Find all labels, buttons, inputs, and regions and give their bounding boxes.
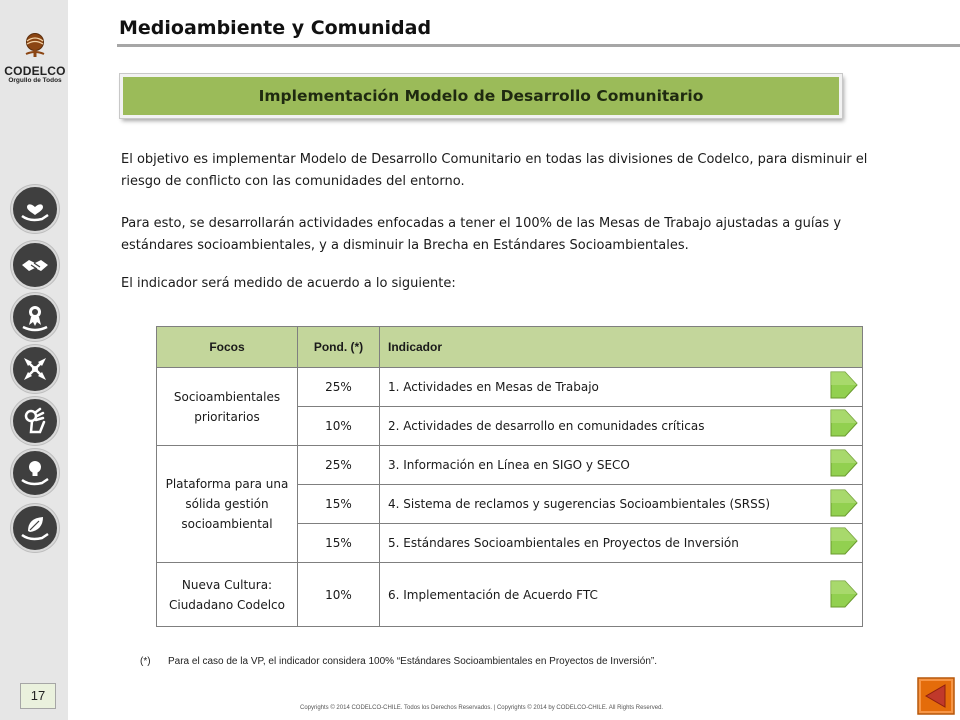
arrow-right-icon xyxy=(829,579,859,609)
go-to-indicator-2-button[interactable] xyxy=(829,408,859,438)
sidebar xyxy=(0,0,68,720)
arrow-left-icon xyxy=(917,677,955,715)
indicador-cell: 2. Actividades de desarrollo en comunidades críticas xyxy=(380,407,863,446)
cross-arrows-icon xyxy=(11,345,59,393)
go-to-indicator-3-button[interactable] xyxy=(829,448,859,478)
footnote-mark: (*) xyxy=(140,656,151,667)
arrow-right-icon xyxy=(829,408,859,438)
heart-hand-icon xyxy=(11,185,59,233)
footnote xyxy=(140,656,657,667)
header-indicador: Indicador xyxy=(380,327,863,368)
objective-paragraph: El objetivo es implementar Modelo de Desarrollo Comunitario en todas las divisiones de Codelco, para disminuir el riesgo de conflicto con las comunidades del entorno. xyxy=(121,152,868,189)
go-to-indicator-6-button[interactable] xyxy=(829,579,859,609)
header-pond: Pond. (*) xyxy=(298,327,380,368)
table-row xyxy=(157,446,863,485)
section-banner xyxy=(120,74,842,118)
pond-cell: 25% xyxy=(298,446,380,485)
arrow-right-icon xyxy=(829,448,859,478)
arrow-right-icon xyxy=(829,370,859,400)
indicador-cell: 3. Información en Línea en SIGO y SECO xyxy=(380,446,863,485)
pond-cell: 15% xyxy=(298,485,380,524)
banner-text: Implementación Modelo de Desarrollo Comunitario xyxy=(258,87,704,105)
award-person-icon xyxy=(11,293,59,341)
logo-tagline: Orgullo de Todos xyxy=(8,77,62,84)
indicador-cell: 5. Estándares Socioambientales en Proyectos de Inversión xyxy=(380,524,863,563)
activities-paragraph: Para esto, se desarrollarán actividades enfocadas a tener el 100% de las Mesas de Trabajo ajustadas a guías y estándares socioambientales, y a disminuir la Brecha en Estándares Socioambientales. xyxy=(121,216,842,253)
table-row xyxy=(157,368,863,407)
foco-cell: Plataforma para una sólida gestión socioambiental xyxy=(157,446,298,563)
pond-cell: 25% xyxy=(298,368,380,407)
lightbulb-hand-icon xyxy=(11,449,59,497)
codelco-logo xyxy=(4,32,66,85)
copyright-text: Copyrights © 2014 CODELCO-CHILE. Todos los Derechos Reservados. | Copyrights © 2014 by CODELCO-CHILE. All Rights Reserved. xyxy=(300,705,664,711)
go-to-indicator-5-button[interactable] xyxy=(829,526,859,556)
indicator-intro-paragraph: El indicador será medido de acuerdo a lo siguiente: xyxy=(121,276,456,291)
pond-cell: 10% xyxy=(298,407,380,446)
go-to-indicator-1-button[interactable] xyxy=(829,370,859,400)
logo-name: CODELCO xyxy=(4,64,66,78)
indicator-table xyxy=(156,326,863,627)
leaf-hand-icon xyxy=(11,504,59,552)
table-header-row xyxy=(157,327,863,368)
foco-cell: Socioambientales prioritarios xyxy=(157,368,298,446)
pond-cell: 15% xyxy=(298,524,380,563)
arrow-right-icon xyxy=(829,488,859,518)
table-row xyxy=(157,563,863,627)
pond-cell: 10% xyxy=(298,563,380,627)
title-divider xyxy=(117,44,960,47)
arrow-right-icon xyxy=(829,526,859,556)
handshake-icon xyxy=(11,241,59,289)
indicador-cell: 6. Implementación de Acuerdo FTC xyxy=(380,563,863,627)
back-button[interactable] xyxy=(917,677,955,715)
page-number: 17 xyxy=(20,683,56,709)
ok-hand-icon xyxy=(11,397,59,445)
indicador-cell: 1. Actividades en Mesas de Trabajo xyxy=(380,368,863,407)
indicador-cell: 4. Sistema de reclamos y sugerencias Socioambientales (SRSS) xyxy=(380,485,863,524)
go-to-indicator-4-button[interactable] xyxy=(829,488,859,518)
page-title: Medioambiente y Comunidad xyxy=(119,17,432,39)
foco-cell: Nueva Cultura: Ciudadano Codelco xyxy=(157,563,298,627)
footnote-text: Para el caso de la VP, el indicador considera 100% “Estándares Socioambientales en Proyectos de Inversión”. xyxy=(168,656,657,667)
codelco-emblem-icon xyxy=(21,32,49,60)
header-focos: Focos xyxy=(157,327,298,368)
